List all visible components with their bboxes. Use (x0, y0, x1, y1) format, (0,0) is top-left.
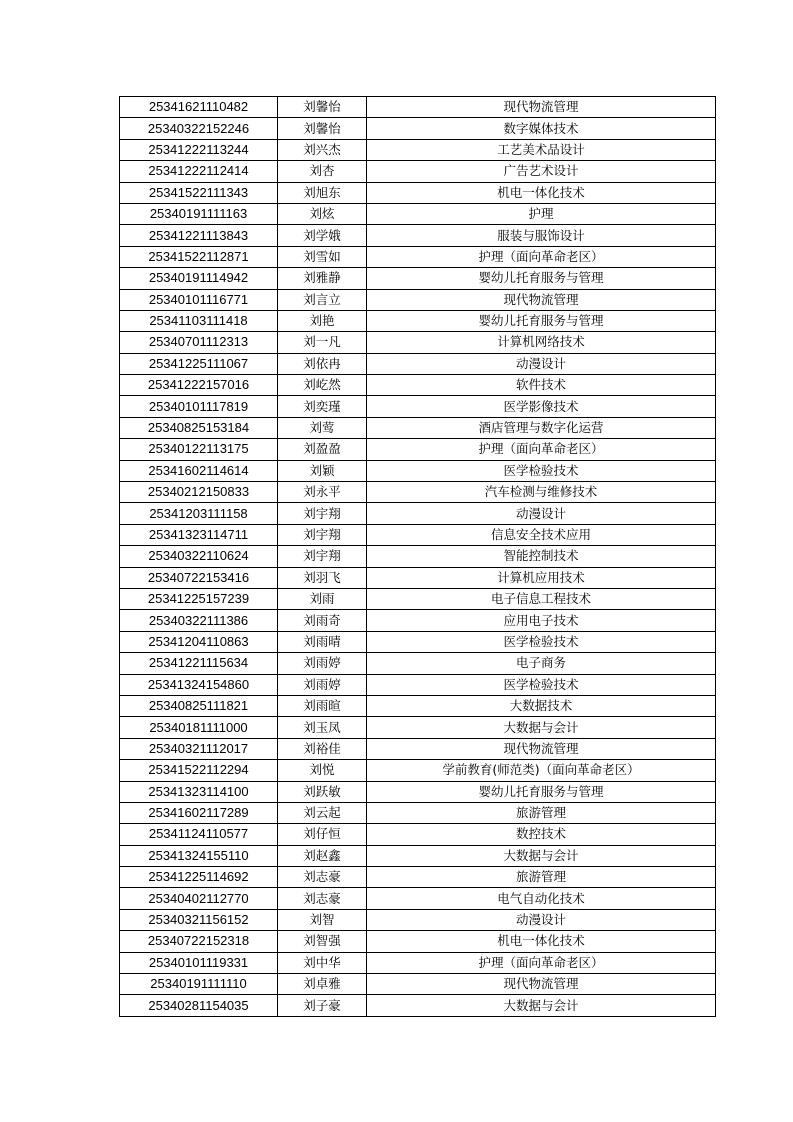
student-id-cell: 25341323114711 (120, 524, 278, 545)
student-name-cell: 刘中华 (278, 952, 367, 973)
student-id-cell: 25341225157239 (120, 588, 278, 609)
major-cell: 动漫设计 (367, 503, 716, 524)
student-id-cell: 25341203111158 (120, 503, 278, 524)
student-name-cell: 刘宇翔 (278, 524, 367, 545)
table-row (120, 588, 716, 609)
student-id-cell: 25340101116771 (120, 289, 278, 310)
student-name-cell: 刘盈盈 (278, 439, 367, 460)
table-row (120, 653, 716, 674)
table-row (120, 289, 716, 310)
major-cell: 酒店管理与数字化运营 (367, 417, 716, 438)
table-row (120, 738, 716, 759)
table-row (120, 139, 716, 160)
student-id-cell: 25340322111386 (120, 610, 278, 631)
student-id-cell: 25340191114942 (120, 268, 278, 289)
student-name-cell: 刘依冉 (278, 353, 367, 374)
student-name-cell: 刘志豪 (278, 888, 367, 909)
table-row (120, 439, 716, 460)
student-id-cell: 25341324154860 (120, 674, 278, 695)
major-cell: 婴幼儿托育服务与管理 (367, 310, 716, 331)
major-cell: 现代物流管理 (367, 289, 716, 310)
table-row (120, 760, 716, 781)
student-id-cell: 25341204110863 (120, 631, 278, 652)
student-id-cell: 25340722152318 (120, 931, 278, 952)
student-name-cell: 刘玉凤 (278, 717, 367, 738)
table-row (120, 353, 716, 374)
student-name-cell: 刘一凡 (278, 332, 367, 353)
student-name-cell: 刘颖 (278, 460, 367, 481)
student-name-cell: 刘屹然 (278, 375, 367, 396)
student-name-cell: 刘莺 (278, 417, 367, 438)
student-id-cell: 25340321156152 (120, 909, 278, 930)
student-id-cell: 25341103111418 (120, 310, 278, 331)
table-row (120, 717, 716, 738)
major-cell: 电气自动化技术 (367, 888, 716, 909)
table-row (120, 310, 716, 331)
major-cell: 大数据与会计 (367, 995, 716, 1016)
major-cell: 机电一体化技术 (367, 182, 716, 203)
student-name-cell: 刘杏 (278, 161, 367, 182)
major-cell: 学前教育(师范类)（面向革命老区） (367, 760, 716, 781)
student-name-cell: 刘悦 (278, 760, 367, 781)
major-cell: 智能控制技术 (367, 546, 716, 567)
table-row (120, 225, 716, 246)
student-name-cell: 刘雨婷 (278, 674, 367, 695)
student-name-cell: 刘言立 (278, 289, 367, 310)
student-name-cell: 刘宇翔 (278, 546, 367, 567)
table-row (120, 268, 716, 289)
student-name-cell: 刘赵鑫 (278, 845, 367, 866)
student-name-cell: 刘旭东 (278, 182, 367, 203)
student-name-cell: 刘子豪 (278, 995, 367, 1016)
student-id-cell: 25340191111163 (120, 203, 278, 224)
student-name-cell: 刘奕瑾 (278, 396, 367, 417)
student-id-cell: 25340101119331 (120, 952, 278, 973)
table-row (120, 888, 716, 909)
student-name-cell: 刘雪如 (278, 246, 367, 267)
student-name-cell: 刘雨婷 (278, 653, 367, 674)
table-row (120, 482, 716, 503)
table-row (120, 631, 716, 652)
student-name-cell: 刘雨 (278, 588, 367, 609)
table-row (120, 524, 716, 545)
table-row (120, 203, 716, 224)
major-cell: 汽车检测与维修技术 (367, 482, 716, 503)
student-id-cell: 25341621110482 (120, 97, 278, 118)
major-cell: 婴幼儿托育服务与管理 (367, 781, 716, 802)
student-name-cell: 刘雨奇 (278, 610, 367, 631)
student-id-cell: 25341522111343 (120, 182, 278, 203)
major-cell: 现代物流管理 (367, 974, 716, 995)
major-cell: 软件技术 (367, 375, 716, 396)
major-cell: 数控技术 (367, 824, 716, 845)
table-row (120, 610, 716, 631)
table-row (120, 396, 716, 417)
student-id-cell: 25341222112414 (120, 161, 278, 182)
table-row (120, 802, 716, 823)
major-cell: 电子商务 (367, 653, 716, 674)
table-row (120, 952, 716, 973)
student-id-cell: 25341602114614 (120, 460, 278, 481)
major-cell: 护理（面向革命老区） (367, 246, 716, 267)
student-id-cell: 25340701112313 (120, 332, 278, 353)
student-name-cell: 刘炫 (278, 203, 367, 224)
table-row (120, 546, 716, 567)
student-id-cell: 25340722153416 (120, 567, 278, 588)
table-row (120, 332, 716, 353)
student-id-cell: 25340825111821 (120, 695, 278, 716)
student-name-cell: 刘雨暄 (278, 695, 367, 716)
student-name-cell: 刘兴杰 (278, 139, 367, 160)
major-cell: 医学检验技术 (367, 674, 716, 695)
major-cell: 服装与服饰设计 (367, 225, 716, 246)
student-id-cell: 25341221115634 (120, 653, 278, 674)
table-row (120, 867, 716, 888)
student-name-cell: 刘卓雅 (278, 974, 367, 995)
student-name-cell: 刘艳 (278, 310, 367, 331)
student-id-cell: 25341324155110 (120, 845, 278, 866)
student-id-cell: 25341225114692 (120, 867, 278, 888)
student-id-cell: 25340181111000 (120, 717, 278, 738)
student-id-cell: 25340322152246 (120, 118, 278, 139)
table-row (120, 974, 716, 995)
student-id-cell: 25341522112871 (120, 246, 278, 267)
student-name-cell: 刘云起 (278, 802, 367, 823)
student-name-cell: 刘学娥 (278, 225, 367, 246)
table-row (120, 503, 716, 524)
major-cell: 工艺美术品设计 (367, 139, 716, 160)
student-id-cell: 25340191111110 (120, 974, 278, 995)
student-name-cell: 刘雨晴 (278, 631, 367, 652)
major-cell: 现代物流管理 (367, 97, 716, 118)
student-name-cell: 刘裕佳 (278, 738, 367, 759)
major-cell: 护理（面向革命老区） (367, 439, 716, 460)
student-id-cell: 25341323114100 (120, 781, 278, 802)
major-cell: 现代物流管理 (367, 738, 716, 759)
student-name-cell: 刘宇翔 (278, 503, 367, 524)
major-cell: 医学检验技术 (367, 460, 716, 481)
major-cell: 动漫设计 (367, 909, 716, 930)
roster-body (120, 97, 716, 1017)
major-cell: 大数据技术 (367, 695, 716, 716)
table-row (120, 824, 716, 845)
major-cell: 大数据与会计 (367, 845, 716, 866)
student-id-cell: 25340322110624 (120, 546, 278, 567)
student-name-cell: 刘永平 (278, 482, 367, 503)
major-cell: 大数据与会计 (367, 717, 716, 738)
student-id-cell: 25340321112017 (120, 738, 278, 759)
student-name-cell: 刘志豪 (278, 867, 367, 888)
table-row (120, 995, 716, 1016)
table-row (120, 417, 716, 438)
student-name-cell: 刘智 (278, 909, 367, 930)
student-id-cell: 25341225111067 (120, 353, 278, 374)
student-id-cell: 25341222157016 (120, 375, 278, 396)
student-name-cell: 刘馨怡 (278, 97, 367, 118)
table-row (120, 909, 716, 930)
major-cell: 医学检验技术 (367, 631, 716, 652)
major-cell: 应用电子技术 (367, 610, 716, 631)
student-id-cell: 25341522112294 (120, 760, 278, 781)
table-row (120, 246, 716, 267)
table-row (120, 674, 716, 695)
major-cell: 计算机应用技术 (367, 567, 716, 588)
student-id-cell: 25340825153184 (120, 417, 278, 438)
table-row (120, 781, 716, 802)
major-cell: 医学影像技术 (367, 396, 716, 417)
student-name-cell: 刘仔恒 (278, 824, 367, 845)
major-cell: 护理（面向革命老区） (367, 952, 716, 973)
major-cell: 动漫设计 (367, 353, 716, 374)
roster-table (119, 96, 716, 1017)
major-cell: 旅游管理 (367, 802, 716, 823)
major-cell: 数字媒体技术 (367, 118, 716, 139)
major-cell: 婴幼儿托育服务与管理 (367, 268, 716, 289)
table-row (120, 695, 716, 716)
student-id-cell: 25340101117819 (120, 396, 278, 417)
table-row (120, 118, 716, 139)
student-id-cell: 25341222113244 (120, 139, 278, 160)
student-name-cell: 刘雅静 (278, 268, 367, 289)
major-cell: 信息安全技术应用 (367, 524, 716, 545)
student-id-cell: 25341124110577 (120, 824, 278, 845)
table-row (120, 931, 716, 952)
table-row (120, 161, 716, 182)
major-cell: 电子信息工程技术 (367, 588, 716, 609)
table-row (120, 845, 716, 866)
student-id-cell: 25340281154035 (120, 995, 278, 1016)
table-row (120, 375, 716, 396)
table-row (120, 97, 716, 118)
student-id-cell: 25341602117289 (120, 802, 278, 823)
major-cell: 计算机网络技术 (367, 332, 716, 353)
student-name-cell: 刘智强 (278, 931, 367, 952)
student-name-cell: 刘羽飞 (278, 567, 367, 588)
table-row (120, 182, 716, 203)
major-cell: 护理 (367, 203, 716, 224)
major-cell: 旅游管理 (367, 867, 716, 888)
student-id-cell: 25340402112770 (120, 888, 278, 909)
major-cell: 广告艺术设计 (367, 161, 716, 182)
student-id-cell: 25341221113843 (120, 225, 278, 246)
student-id-cell: 25340212150833 (120, 482, 278, 503)
table-row (120, 567, 716, 588)
table-row (120, 460, 716, 481)
student-id-cell: 25340122113175 (120, 439, 278, 460)
student-name-cell: 刘馨怡 (278, 118, 367, 139)
major-cell: 机电一体化技术 (367, 931, 716, 952)
student-name-cell: 刘跃敏 (278, 781, 367, 802)
